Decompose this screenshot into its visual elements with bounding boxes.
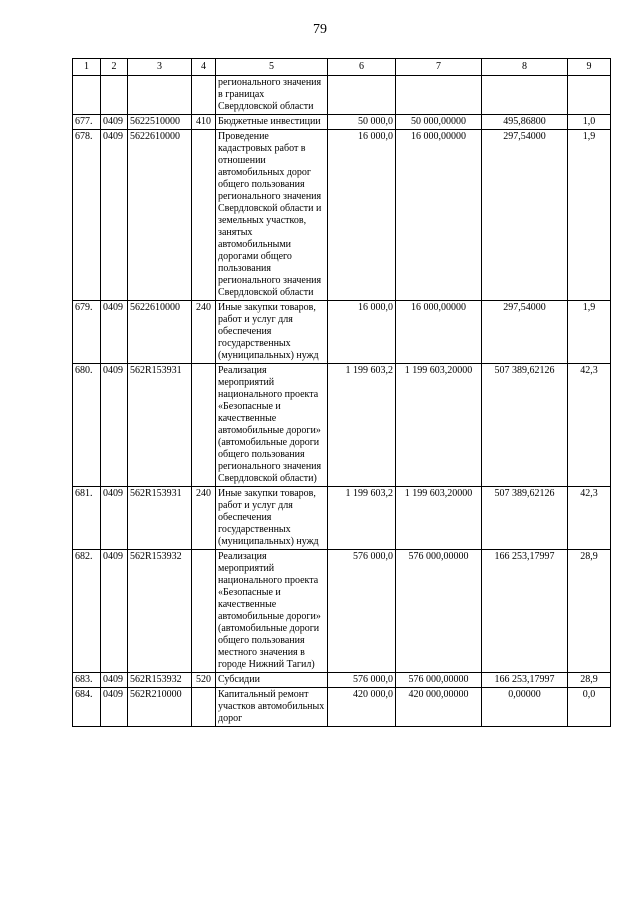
column-header: 5 — [216, 59, 328, 76]
column-header: 7 — [396, 59, 482, 76]
planned-amount-precise: 1 199 603,20000 — [396, 487, 482, 550]
column-header: 6 — [328, 59, 396, 76]
table-row — [73, 76, 611, 115]
planned-amount: 50 000,0 — [328, 115, 396, 130]
planned-amount-precise: 576 000,00000 — [396, 550, 482, 673]
section-code: 0409 — [101, 115, 128, 130]
execution-percent: 1,9 — [568, 301, 611, 364]
planned-amount-precise: 16 000,00000 — [396, 301, 482, 364]
table-row — [73, 688, 611, 727]
row-number: 679. — [73, 301, 101, 364]
execution-percent: 28,9 — [568, 673, 611, 688]
planned-amount: 1 199 603,2 — [328, 364, 396, 487]
executed-amount: 507 389,62126 — [482, 487, 568, 550]
item-name: Реализация мероприятий национального проекта «Безопасные и качественные автомобильные дороги» (автомобильные дороги общего пользования регионального значения Свердловской области) — [216, 364, 328, 487]
executed-amount: 507 389,62126 — [482, 364, 568, 487]
expense-type-code — [192, 130, 216, 301]
planned-amount — [328, 76, 396, 115]
section-code: 0409 — [101, 130, 128, 301]
table-row — [73, 550, 611, 673]
executed-amount: 166 253,17997 — [482, 673, 568, 688]
row-number: 680. — [73, 364, 101, 487]
row-number — [73, 76, 101, 115]
table-row — [73, 673, 611, 688]
target-article-code — [128, 76, 192, 115]
execution-percent: 42,3 — [568, 487, 611, 550]
section-code: 0409 — [101, 487, 128, 550]
executed-amount: 166 253,17997 — [482, 550, 568, 673]
table-row — [73, 364, 611, 487]
section-code: 0409 — [101, 673, 128, 688]
target-article-code: 562R153931 — [128, 487, 192, 550]
section-code: 0409 — [101, 688, 128, 727]
table-row — [73, 130, 611, 301]
planned-amount-precise: 420 000,00000 — [396, 688, 482, 727]
row-number: 684. — [73, 688, 101, 727]
page-number: 79 — [313, 22, 327, 37]
planned-amount-precise: 576 000,00000 — [396, 673, 482, 688]
target-article-code: 562R153932 — [128, 550, 192, 673]
target-article-code: 5622510000 — [128, 115, 192, 130]
executed-amount — [482, 76, 568, 115]
target-article-code: 5622610000 — [128, 130, 192, 301]
executed-amount: 297,54000 — [482, 301, 568, 364]
item-name: Бюджетные инвестиции — [216, 115, 328, 130]
planned-amount: 16 000,0 — [328, 301, 396, 364]
row-number: 678. — [73, 130, 101, 301]
table-row — [73, 115, 611, 130]
section-code: 0409 — [101, 301, 128, 364]
planned-amount: 1 199 603,2 — [328, 487, 396, 550]
expense-type-code — [192, 76, 216, 115]
expense-type-code: 520 — [192, 673, 216, 688]
column-header: 8 — [482, 59, 568, 76]
item-name: регионального значения в границах Свердловской области — [216, 76, 328, 115]
executed-amount: 297,54000 — [482, 130, 568, 301]
item-name: Проведение кадастровых работ в отношении автомобильных дорог общего пользования регионального значения Свердловской области и земельных участков, занятых автомобильными дорогами общего пользования регионального значения Свердловской области — [216, 130, 328, 301]
budget-table — [72, 58, 611, 727]
section-code — [101, 76, 128, 115]
execution-percent — [568, 76, 611, 115]
expense-type-code: 240 — [192, 487, 216, 550]
planned-amount: 16 000,0 — [328, 130, 396, 301]
row-number: 683. — [73, 673, 101, 688]
item-name: Иные закупки товаров, работ и услуг для обеспечения государственных (муниципальных) нужд — [216, 301, 328, 364]
planned-amount: 576 000,0 — [328, 673, 396, 688]
expense-type-code: 410 — [192, 115, 216, 130]
planned-amount: 420 000,0 — [328, 688, 396, 727]
expense-type-code: 240 — [192, 301, 216, 364]
item-name: Реализация мероприятий национального проекта «Безопасные и качественные автомобильные дороги» (автомобильные дороги общего пользования местного значения в городе Нижний Тагил) — [216, 550, 328, 673]
target-article-code: 562R153931 — [128, 364, 192, 487]
table-row — [73, 301, 611, 364]
planned-amount-precise: 16 000,00000 — [396, 130, 482, 301]
planned-amount-precise — [396, 76, 482, 115]
planned-amount: 576 000,0 — [328, 550, 396, 673]
executed-amount: 0,00000 — [482, 688, 568, 727]
row-number: 681. — [73, 487, 101, 550]
table-row — [73, 487, 611, 550]
header-row — [73, 59, 611, 76]
planned-amount-precise: 50 000,00000 — [396, 115, 482, 130]
item-name: Капитальный ремонт участков автомобильных дорог — [216, 688, 328, 727]
expense-type-code — [192, 688, 216, 727]
target-article-code: 562R153932 — [128, 673, 192, 688]
section-code: 0409 — [101, 364, 128, 487]
column-header: 4 — [192, 59, 216, 76]
section-code: 0409 — [101, 550, 128, 673]
column-header: 3 — [128, 59, 192, 76]
column-header: 9 — [568, 59, 611, 76]
execution-percent: 1,0 — [568, 115, 611, 130]
execution-percent: 42,3 — [568, 364, 611, 487]
column-header: 2 — [101, 59, 128, 76]
item-name: Субсидии — [216, 673, 328, 688]
execution-percent: 0,0 — [568, 688, 611, 727]
column-header: 1 — [73, 59, 101, 76]
row-number: 682. — [73, 550, 101, 673]
row-number: 677. — [73, 115, 101, 130]
item-name: Иные закупки товаров, работ и услуг для обеспечения государственных (муниципальных) нужд — [216, 487, 328, 550]
executed-amount: 495,86800 — [482, 115, 568, 130]
target-article-code: 5622610000 — [128, 301, 192, 364]
expense-type-code — [192, 550, 216, 673]
planned-amount-precise: 1 199 603,20000 — [396, 364, 482, 487]
target-article-code: 562R210000 — [128, 688, 192, 727]
expense-type-code — [192, 364, 216, 487]
execution-percent: 28,9 — [568, 550, 611, 673]
execution-percent: 1,9 — [568, 130, 611, 301]
